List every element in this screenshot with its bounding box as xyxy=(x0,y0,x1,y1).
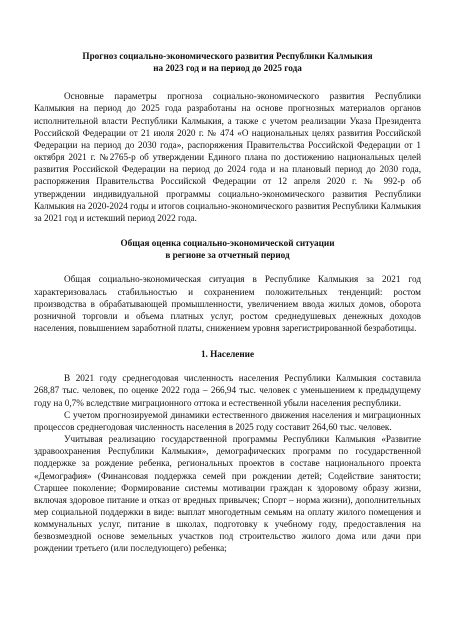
document-title xyxy=(34,50,421,74)
population-heading: 1. Население xyxy=(200,349,255,360)
document-page xyxy=(34,50,421,555)
population-paragraph-1: В 2021 году среднегодовая численность населения Республики Калмыкия составила 268,87 тыс. человек, по оценке 2022 года – 266,94 тыс. человек с уменьшением к предыдущему году на 0,7% вследствие миграционного оттока и естественной убыли населения республики. xyxy=(34,373,421,408)
population-paragraph-3: Учитывая реализацию государственной программы Республики Калмыкия «Развитие здравоохранения Республики Калмыкия», демографических программ по государственной поддержке за рождение ребенка, региональных проектов в составе национального проекта «Демография» (Финансовая поддержка семей при рождении детей; Содействие занятости; Старшее поколение; Формирование системы мотивации граждан к здоровому образу жизни, включая здоровое питание и отказ от вредных привычек; Спорт – норма жизни), дополнительных мер социальной поддержки в виде: выплат многодетным семьям на оплату жилого помещения и коммунальных услуг, питание в школах, подготовку к учебному году, предоставления на безвозмездной основе земельных участков под строительство жилого дома или дачи при рождении третьего (или последующего) ребенка; xyxy=(34,434,421,554)
title-line-2: на 2023 год и на период до 2025 года xyxy=(153,63,302,74)
title-line-1: Прогноз социально-экономического развития Республики Калмыкия xyxy=(82,51,373,61)
population-paragraph-2: С учетом прогнозируемой динамики естественного движения населения и миграционных процессов среднегодовая численность населения в 2025 году составит 264,60 тыс. человек. xyxy=(34,409,421,432)
section-title-line-2: в регионе за отчетный период xyxy=(165,250,290,261)
overview-paragraph: Общая социально-экономическая ситуация в Республике Калмыкия за 2021 год характеризовалась стабильностью и сохранением положительных тенденций: ростом производства в обрабатывающей промышленности, увеличением ввода жилых домов, оборота розничной торговли и объема платных услуг, ростом среднедушевых денежных доходов населения, повышением заработной платы, снижением уровня зарегистрированной безработицы. xyxy=(34,274,421,333)
section-title-line-1: Общая оценка социально-экономической ситуации xyxy=(120,238,335,249)
intro-paragraph: Основные параметры прогноза социально-экономического развития Республики Калмыкия на период до 2025 года разработаны на основе прогнозных материалов органов исполнительной власти Республики Калмыкия, а также с учетом реализации Указа Президента Российской Федерации от 21 июля 2020 г. № 474 «О национальных целях развития Российской Федерации на период до 2030 года», распоряжения Правительства Российской Федерации от 1 октября 2021 г. №2765-р об утверждении Единого плана по достижению национальных целей развития Российской Федерации на период до 2024 года и на плановый период до 2030 года, распоряжения Правительства Российской Федерации от 12 апреля 2020 г. № 992-р об утверждении индивидуальной программы социально-экономического развития Республики Калмыкия на 2020-2024 годы и итогов социально-экономического развития Республики Калмыкия за 2021 год и истекший период 2022 года. xyxy=(34,91,421,223)
section-title xyxy=(34,237,421,261)
